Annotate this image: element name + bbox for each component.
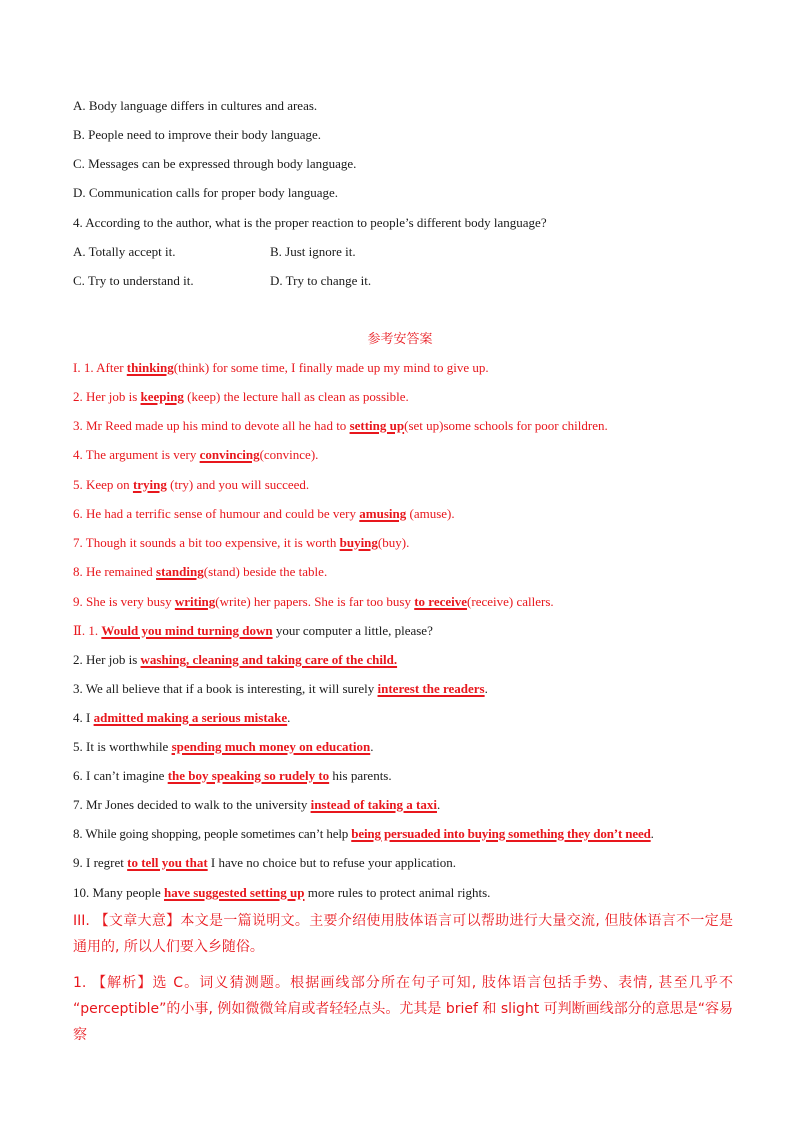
answer-blank: buying <box>339 535 378 550</box>
answer-blank: Would you mind turning down <box>101 623 273 638</box>
answers-heading: 参考安答案 <box>367 331 433 346</box>
part1-item-2: 2. Her job is keeping (keep) the lecture hall as clean as possible. <box>73 389 409 404</box>
q4-option-b: B. Just ignore it. <box>270 244 356 259</box>
part2-item-6: 6. I can’t imagine the boy speaking so rudely to his parents. <box>73 768 392 783</box>
part2-item-10: 10. Many people have suggested setting up more rules to protect animal rights. <box>73 885 491 900</box>
part2-item-8: 8. While going shopping, people sometimes can’t help being persuaded into buying something they don’t need. <box>73 826 654 841</box>
q3-option-b: B. People need to improve their body language. <box>73 127 322 142</box>
part3-analysis: 1. 【解析】选 C。词义猜测题。根据画线部分所在句子可知, 肢体语言包括手势、表情, 甚至几乎不 “perceptible”的小事, 例如微微耸肩或者轻轻点头。尤其是 brief 和 slight 可判断画线部分的意思是“容易察 <box>73 975 733 1043</box>
part1-item-9: 9. She is very busy writing(write) her papers. She is far too busy to receive(receive) callers. <box>73 594 554 609</box>
answer-blank: thinking <box>126 360 174 375</box>
answer-blank: standing <box>156 564 204 579</box>
answer-blank: instead of taking a taxi <box>310 797 437 812</box>
q4-stem: 4. According to the author, what is the proper reaction to people’s different body language? <box>73 215 547 230</box>
answer-blank: admitted making a serious mistake <box>93 710 288 725</box>
part1-item-1: I. 1. After thinking(think) for some time, I finally made up my mind to give up. <box>73 360 489 375</box>
q4-option-c: C. Try to understand it. <box>73 273 194 288</box>
part1-item-3: 3. Mr Reed made up his mind to devote all he had to setting up(set up)some schools for poor children. <box>73 418 608 433</box>
part2-item-2: 2. Her job is washing, cleaning and taking care of the child. <box>73 652 398 667</box>
part1-item-4: 4. The argument is very convincing(convince). <box>73 447 319 462</box>
q3-option-a: A. Body language differs in cultures and areas. <box>73 98 318 113</box>
answer-blank: spending much money on education <box>171 739 371 754</box>
answer-blank: keeping <box>140 389 184 404</box>
part2-item-1: Ⅱ. 1. Would you mind turning down your computer a little, please? <box>73 623 433 638</box>
answer-blank: to tell you that <box>127 855 208 870</box>
answer-blank: interest the readers <box>377 681 485 696</box>
part2-item-5: 5. It is worthwhile spending much money on education. <box>73 739 374 754</box>
answer-blank: the boy speaking so rudely to <box>167 768 330 783</box>
q4-option-d: D. Try to change it. <box>270 273 372 288</box>
part2-item-4: 4. I admitted making a serious mistake. <box>73 710 291 725</box>
q4-option-a: A. Totally accept it. <box>73 244 176 259</box>
answer-blank: have suggested setting up <box>163 885 305 900</box>
answer-blank: washing, cleaning and taking care of the child. <box>140 652 398 667</box>
part1-item-6: 6. He had a terrific sense of humour and could be very amusing (amuse). <box>73 506 455 521</box>
answer-blank: amusing <box>359 506 407 521</box>
part1-item-8: 8. He remained standing(stand) beside the table. <box>73 564 328 579</box>
part2-item-3: 3. We all believe that if a book is interesting, it will surely interest the readers. <box>73 681 488 696</box>
part2-item-7: 7. Mr Jones decided to walk to the university instead of taking a taxi. <box>73 797 441 812</box>
part1-item-7: 7. Though it sounds a bit too expensive, it is worth buying(buy). <box>73 535 410 550</box>
answer-blank: convincing <box>199 447 260 462</box>
answer-blank: setting up <box>349 418 405 433</box>
answer-blank: trying <box>132 477 167 492</box>
answer-blank: to receive <box>414 594 468 609</box>
part1-item-5: 5. Keep on trying (try) and you will succeed. <box>73 477 310 492</box>
q3-option-d: D. Communication calls for proper body language. <box>73 185 338 200</box>
part2-item-9: 9. I regret to tell you that I have no choice but to refuse your application. <box>73 855 457 870</box>
answer-blank: writing <box>174 594 216 609</box>
q3-option-c: C. Messages can be expressed through body language. <box>73 156 357 171</box>
answer-blank: being persuaded into buying something they don’t need <box>351 826 651 841</box>
part3-summary: III. 【文章大意】本文是一篇说明文。主要介绍使用肢体语言可以帮助进行大量交流, 但肢体语言不一定是通用的, 所以人们要入乡随俗。 <box>73 913 733 955</box>
